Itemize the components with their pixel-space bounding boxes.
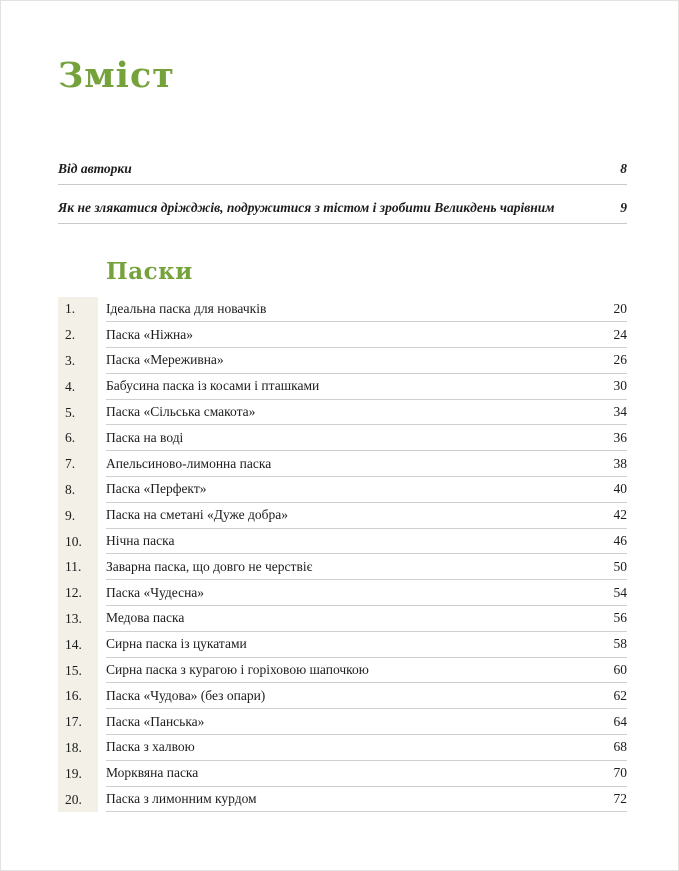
toc-entry-title: Паска з лимонним курдом (106, 791, 257, 807)
toc-entry-number: 7. (58, 451, 98, 477)
toc-list (58, 297, 627, 813)
toc-entry-title: Паска «Перфект» (106, 481, 207, 497)
toc-entry-title: Нічна паска (106, 533, 175, 549)
toc-entry-page: 58 (613, 636, 627, 652)
toc-entry-line (106, 787, 627, 813)
toc-entry-number: 8. (58, 477, 98, 503)
toc-entry-title: Апельсиново-лимонна паска (106, 455, 272, 471)
toc-entry-number: 17. (58, 709, 98, 735)
toc-entry-page: 24 (613, 326, 627, 342)
toc-entry-number: 20. (58, 787, 98, 813)
toc-row (58, 400, 627, 426)
toc-entry-line (106, 606, 627, 632)
toc-entry-page: 56 (613, 610, 627, 626)
toc-entry-number: 11. (58, 554, 98, 580)
toc-entry-page: 46 (613, 533, 627, 549)
toc-row (58, 554, 627, 580)
toc-entry-number: 6. (58, 425, 98, 451)
toc-row (58, 735, 627, 761)
toc-entry-page: 50 (613, 558, 627, 574)
toc-entry-title: Сирна паска з курагою і горіховою шапочкою (106, 662, 369, 678)
toc-entry-number: 5. (58, 400, 98, 426)
toc-entry-page: 38 (613, 455, 627, 471)
toc-entry-line (106, 683, 627, 709)
toc-entry-number: 9. (58, 503, 98, 529)
toc-entry-line (106, 554, 627, 580)
toc-entry-line (106, 658, 627, 684)
toc-entry-page: 60 (613, 662, 627, 678)
toc-entry-page: 36 (613, 429, 627, 445)
toc-entry-number: 1. (58, 297, 98, 323)
toc-entry-line (106, 503, 627, 529)
toc-row (58, 322, 627, 348)
toc-entry-line (106, 425, 627, 451)
toc-entry-line (106, 761, 627, 787)
toc-entry-title: Ідеальна паска для новачків (106, 300, 267, 316)
toc-entry-page: 42 (613, 507, 627, 523)
toc-row (58, 632, 627, 658)
toc-entry-title: Паска «Чудова» (без опари) (106, 687, 266, 703)
toc-entry-number: 14. (58, 632, 98, 658)
toc-row (58, 529, 627, 555)
toc-entry-title: Паска з халвою (106, 739, 195, 755)
toc-entry-title: Бабусина паска із косами і пташками (106, 378, 320, 394)
toc-entry-page: 40 (613, 481, 627, 497)
page-title: Зміст (58, 55, 175, 96)
toc-row (58, 709, 627, 735)
toc-entry-line (106, 451, 627, 477)
toc-entry-title: Паска на воді (106, 429, 184, 445)
toc-entry-page: 72 (613, 791, 627, 807)
toc-row (58, 761, 627, 787)
toc-row (58, 425, 627, 451)
toc-entry-title: Паска «Ніжна» (106, 326, 193, 342)
front-matter-title: Як не злякатися дріжджів, подружитися з тістом і зробити Великдень чарівним (58, 199, 555, 215)
toc-entry-page: 34 (613, 404, 627, 420)
toc-entry-page: 70 (613, 765, 627, 781)
toc-entry-title: Паска на сметані «Дуже добра» (106, 507, 289, 523)
toc-entry-title: Паска «Сільська смакота» (106, 404, 256, 420)
toc-entry-line (106, 374, 627, 400)
toc-row (58, 787, 627, 813)
toc-entry-line (106, 400, 627, 426)
toc-entry-page: 26 (613, 352, 627, 368)
toc-entry-line (106, 297, 627, 323)
toc-entry-page: 62 (613, 687, 627, 703)
toc-entry-number: 10. (58, 529, 98, 555)
toc-entry-number: 13. (58, 606, 98, 632)
toc-row (58, 477, 627, 503)
toc-entry-number: 12. (58, 580, 98, 606)
toc-entry-number: 19. (58, 761, 98, 787)
toc-entry-line (106, 477, 627, 503)
toc-row (58, 658, 627, 684)
toc-entry-line (106, 735, 627, 761)
toc-row (58, 606, 627, 632)
toc-entry-title: Паска «Чудесна» (106, 584, 205, 600)
toc-entry-page: 20 (613, 300, 627, 316)
toc-entry-line (106, 709, 627, 735)
toc-entry-title: Заварна паска, що довго не черствіє (106, 558, 313, 574)
section-title: Паски (106, 257, 193, 285)
toc-entry-number: 2. (58, 322, 98, 348)
toc-row (58, 348, 627, 374)
toc-entry-page: 30 (613, 378, 627, 394)
toc-entry-page: 68 (613, 739, 627, 755)
toc-row (58, 503, 627, 529)
front-matter-title: Від авторки (58, 160, 132, 176)
toc-row (58, 451, 627, 477)
toc-row (58, 297, 627, 323)
toc-entry-line (106, 580, 627, 606)
toc-entry-number: 4. (58, 374, 98, 400)
front-matter-section (58, 146, 627, 224)
toc-entry-number: 3. (58, 348, 98, 374)
front-matter-row (58, 185, 627, 224)
toc-entry-number: 16. (58, 683, 98, 709)
toc-entry-title: Медова паска (106, 610, 185, 626)
toc-entry-title: Морквяна паска (106, 765, 199, 781)
toc-entry-number: 18. (58, 735, 98, 761)
toc-entry-title: Паска «Панська» (106, 713, 205, 729)
front-matter-page-number: 9 (620, 199, 627, 215)
toc-row (58, 374, 627, 400)
toc-entry-line (106, 322, 627, 348)
toc-entry-page: 54 (613, 584, 627, 600)
toc-entry-line (106, 632, 627, 658)
toc-entry-line (106, 348, 627, 374)
front-matter-page-number: 8 (620, 160, 627, 176)
toc-entry-line (106, 529, 627, 555)
toc-entry-title: Сирна паска із цукатами (106, 636, 247, 652)
toc-entry-title: Паска «Мереживна» (106, 352, 224, 368)
toc-entry-number: 15. (58, 658, 98, 684)
toc-row (58, 580, 627, 606)
front-matter-row (58, 146, 627, 185)
toc-entry-page: 64 (613, 713, 627, 729)
toc-row (58, 683, 627, 709)
